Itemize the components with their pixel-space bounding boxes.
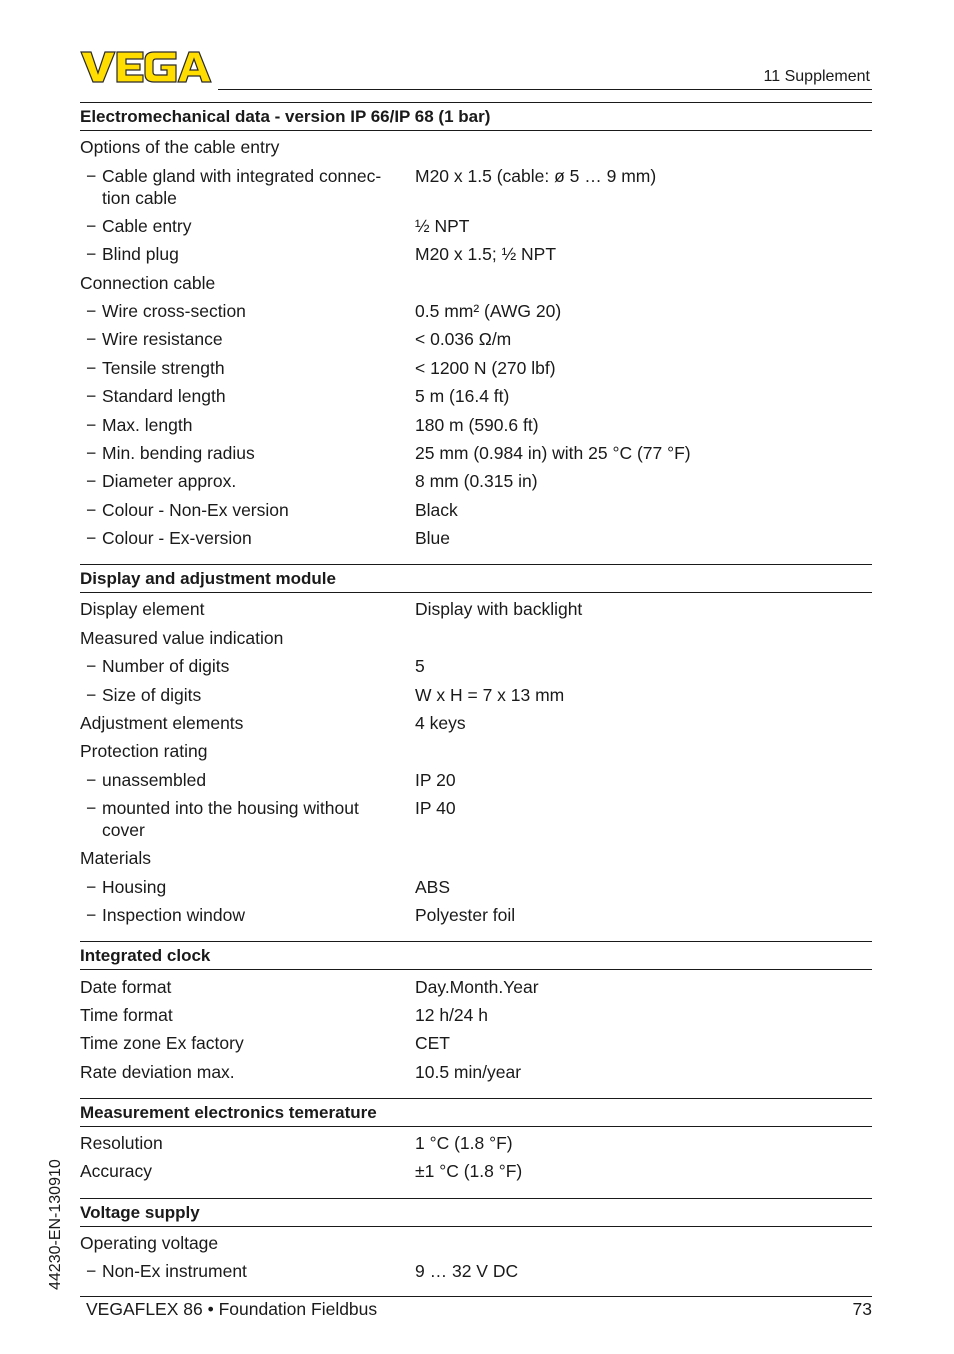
header-rule bbox=[218, 89, 872, 90]
spec-label: Options of the cable entry bbox=[80, 137, 280, 158]
spec-label: Display element bbox=[80, 599, 205, 620]
spec-row bbox=[80, 1129, 872, 1157]
spec-section bbox=[80, 102, 872, 552]
spec-value: Blue bbox=[415, 528, 451, 549]
spec-row bbox=[80, 624, 872, 652]
spec-row bbox=[80, 133, 872, 161]
spec-label: Accuracy bbox=[80, 1161, 152, 1182]
spec-value: 4 keys bbox=[415, 712, 466, 733]
spec-row bbox=[80, 1257, 872, 1285]
spec-label-cell bbox=[80, 357, 415, 379]
spec-row bbox=[80, 766, 872, 794]
spec-label-cell bbox=[80, 499, 415, 521]
spec-label-cell bbox=[80, 470, 415, 492]
spec-row bbox=[80, 1029, 872, 1057]
spec-label: Non-Ex instrument bbox=[102, 1261, 247, 1282]
spec-value: M20 x 1.5 (cable: ø 5 … 9 mm) bbox=[415, 165, 657, 186]
spec-value: Polyester foil bbox=[415, 905, 516, 926]
spec-value bbox=[415, 1232, 872, 1254]
list-dash: − bbox=[86, 357, 97, 378]
spec-value bbox=[415, 136, 872, 158]
spec-value: Display with backlight bbox=[415, 599, 583, 620]
spec-label-cell bbox=[80, 904, 415, 926]
list-dash: − bbox=[86, 769, 97, 790]
list-dash: − bbox=[86, 414, 97, 435]
spec-value: Day.Month.Year bbox=[415, 976, 539, 997]
chapter-label: 11 Supplement bbox=[763, 68, 870, 85]
footer-rule bbox=[80, 1296, 872, 1297]
list-dash: − bbox=[86, 1261, 97, 1282]
spec-label: Adjustment elements bbox=[80, 712, 244, 733]
spec-label: Operating voltage bbox=[80, 1232, 219, 1253]
spec-label-cell bbox=[80, 1260, 415, 1282]
spec-value: W x H = 7 x 13 mm bbox=[415, 684, 565, 705]
list-dash: − bbox=[86, 386, 97, 407]
spec-value: 12 h/24 h bbox=[415, 1004, 488, 1025]
spec-section bbox=[80, 941, 872, 1086]
doc-id: 44230-EN-130910 bbox=[47, 1159, 64, 1290]
spec-value: IP 20 bbox=[415, 769, 456, 790]
spec-label: Diameter approx. bbox=[102, 471, 237, 492]
spec-value bbox=[415, 740, 872, 762]
spec-label: Wire cross-section bbox=[102, 301, 246, 322]
spec-value: IP 40 bbox=[415, 798, 456, 819]
spec-value bbox=[415, 627, 872, 649]
section-heading: Display and adjustment module bbox=[80, 564, 872, 593]
spec-row bbox=[80, 794, 872, 844]
spec-label: Resolution bbox=[80, 1133, 163, 1154]
list-dash: − bbox=[86, 442, 97, 463]
spec-value: 5 bbox=[415, 656, 425, 677]
spec-row bbox=[80, 595, 872, 623]
spec-value: ±1 °C (1.8 °F) bbox=[415, 1161, 523, 1182]
list-dash: − bbox=[86, 499, 97, 520]
spec-section bbox=[80, 1198, 872, 1286]
section-heading: Electromechanical data - version IP 66/IP 68 (1 bar) bbox=[80, 102, 872, 131]
spec-label: Protection rating bbox=[80, 741, 208, 762]
spec-label-cell bbox=[80, 684, 415, 706]
spec-value: < 1200 N (270 lbf) bbox=[415, 357, 556, 378]
spec-row bbox=[80, 1229, 872, 1257]
spec-label: Cable gland with integrated connec-tion cable bbox=[102, 165, 382, 208]
spec-label: Max. length bbox=[102, 414, 193, 435]
spec-label: Time format bbox=[80, 1004, 173, 1025]
list-dash: − bbox=[86, 876, 97, 897]
spec-section bbox=[80, 564, 872, 929]
spec-row bbox=[80, 652, 872, 680]
spec-label: Housing bbox=[102, 876, 167, 897]
spec-label-cell bbox=[80, 165, 415, 209]
spec-label: Date format bbox=[80, 976, 172, 997]
spec-row bbox=[80, 844, 872, 872]
spec-label-cell bbox=[80, 655, 415, 677]
spec-value: 25 mm (0.984 in) with 25 °C (77 °F) bbox=[415, 442, 691, 463]
section-heading: Integrated clock bbox=[80, 941, 872, 970]
list-dash: − bbox=[86, 684, 97, 705]
spec-label-cell bbox=[80, 876, 415, 898]
list-dash: − bbox=[86, 244, 97, 265]
spec-label-cell bbox=[80, 769, 415, 791]
list-dash: − bbox=[86, 329, 97, 350]
spec-label: Connection cable bbox=[80, 272, 216, 293]
spec-label: Colour - Non-Ex version bbox=[102, 499, 289, 520]
spec-section bbox=[80, 1098, 872, 1186]
spec-value: < 0.036 Ω/m bbox=[415, 329, 512, 350]
spec-row bbox=[80, 972, 872, 1000]
spec-label: Wire resistance bbox=[102, 329, 223, 350]
spec-label-cell bbox=[80, 442, 415, 464]
spec-value: ABS bbox=[415, 876, 451, 897]
spec-label: unassembled bbox=[102, 769, 207, 790]
spec-row bbox=[80, 524, 872, 552]
spec-label-cell bbox=[80, 527, 415, 549]
spec-label: Cable entry bbox=[102, 215, 192, 236]
list-dash: − bbox=[86, 905, 97, 926]
list-dash: − bbox=[86, 528, 97, 549]
page-number: 73 bbox=[852, 1299, 872, 1319]
spec-row bbox=[80, 1157, 872, 1185]
spec-label-cell bbox=[80, 797, 415, 841]
spec-label: Rate deviation max. bbox=[80, 1061, 235, 1082]
spec-row bbox=[80, 1058, 872, 1086]
spec-label: Min. bending radius bbox=[102, 442, 255, 463]
spec-value: 0.5 mm² (AWG 20) bbox=[415, 301, 562, 322]
spec-row bbox=[80, 212, 872, 240]
spec-label: Inspection window bbox=[102, 905, 245, 926]
vega-logo bbox=[80, 50, 212, 84]
spec-value: Black bbox=[415, 499, 458, 520]
spec-value: M20 x 1.5; ½ NPT bbox=[415, 244, 557, 265]
spec-row bbox=[80, 161, 872, 211]
list-dash: − bbox=[86, 215, 97, 236]
spec-row bbox=[80, 901, 872, 929]
spec-row bbox=[80, 496, 872, 524]
spec-value bbox=[415, 847, 872, 869]
list-dash: − bbox=[86, 301, 97, 322]
spec-label-cell bbox=[80, 300, 415, 322]
spec-row bbox=[80, 382, 872, 410]
spec-label: Standard length bbox=[102, 386, 226, 407]
spec-row bbox=[80, 709, 872, 737]
spec-label: Measured value indication bbox=[80, 627, 284, 648]
spec-label: Time zone Ex factory bbox=[80, 1033, 244, 1054]
spec-value: 9 … 32 V DC bbox=[415, 1261, 519, 1282]
list-dash: − bbox=[86, 165, 97, 186]
spec-row bbox=[80, 680, 872, 708]
section-heading: Measurement electronics temerature bbox=[80, 1098, 872, 1127]
spec-row bbox=[80, 1001, 872, 1029]
list-dash: − bbox=[86, 798, 97, 819]
spec-row bbox=[80, 410, 872, 438]
spec-label-cell bbox=[80, 215, 415, 237]
spec-label: Blind plug bbox=[102, 244, 179, 265]
spec-label: mounted into the housing without cover bbox=[102, 798, 359, 841]
section-heading: Voltage supply bbox=[80, 1198, 872, 1227]
footer-doc-title: VEGAFLEX 86 • Foundation Fieldbus bbox=[86, 1299, 378, 1319]
spec-label-cell bbox=[80, 328, 415, 350]
spec-row bbox=[80, 873, 872, 901]
spec-value: CET bbox=[415, 1033, 450, 1054]
spec-row bbox=[80, 354, 872, 382]
spec-value: 1 °C (1.8 °F) bbox=[415, 1133, 513, 1154]
spec-label-cell bbox=[80, 243, 415, 265]
spec-row bbox=[80, 240, 872, 268]
spec-content bbox=[80, 102, 872, 1297]
spec-row bbox=[80, 297, 872, 325]
spec-row bbox=[80, 325, 872, 353]
spec-label: Size of digits bbox=[102, 684, 202, 705]
spec-label: Materials bbox=[80, 848, 151, 869]
spec-value: 5 m (16.4 ft) bbox=[415, 386, 510, 407]
spec-label-cell bbox=[80, 414, 415, 436]
spec-label-cell bbox=[80, 385, 415, 407]
spec-label: Colour - Ex-version bbox=[102, 528, 252, 549]
spec-value: 180 m (590.6 ft) bbox=[415, 414, 539, 435]
list-dash: − bbox=[86, 471, 97, 492]
spec-row bbox=[80, 269, 872, 297]
spec-label: Number of digits bbox=[102, 656, 230, 677]
spec-label: Tensile strength bbox=[102, 357, 225, 378]
spec-value: 8 mm (0.315 in) bbox=[415, 471, 538, 492]
list-dash: − bbox=[86, 656, 97, 677]
spec-value bbox=[415, 272, 872, 294]
spec-value: ½ NPT bbox=[415, 215, 470, 236]
spec-value: 10.5 min/year bbox=[415, 1061, 522, 1082]
spec-row bbox=[80, 439, 872, 467]
spec-row bbox=[80, 737, 872, 765]
spec-row bbox=[80, 467, 872, 495]
